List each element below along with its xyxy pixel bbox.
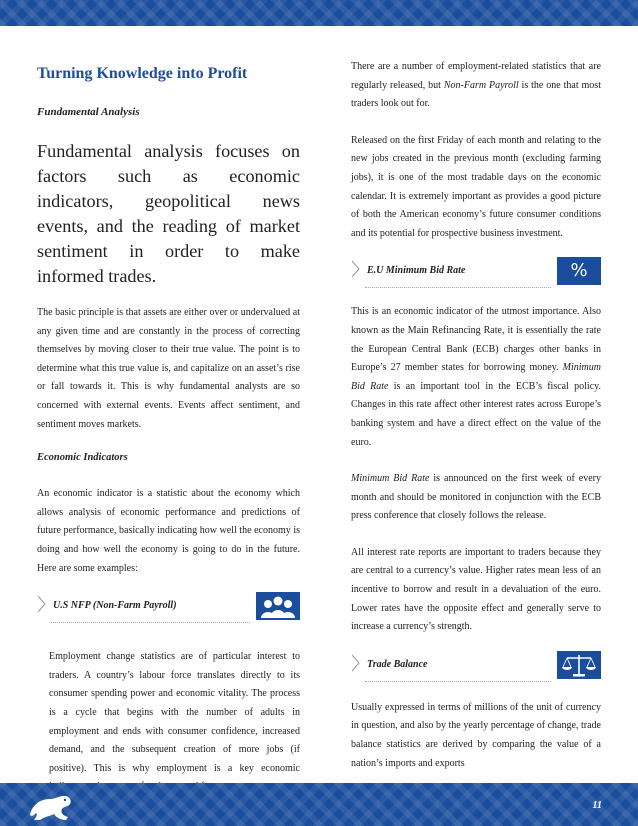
eu-label: E.U Minimum Bid Rate bbox=[367, 265, 466, 277]
economic-indicators-heading: Economic Indicators bbox=[37, 452, 128, 464]
page-number: 11 bbox=[592, 800, 602, 811]
body-paragraph: This is an economic indicator of the utmost importance. Also known as the Main Refinancing Rate, it is essentially the rate the European Central Bank (ECB) charges other banks in Europe’s 27 member states for borrowing money. Minimum Bid Rate is an important tool in the ECB’s fiscal policy. Changes in this rate affect other interest rates across Europe’s banking system and have a direct effect on the value of the euro. bbox=[351, 306, 601, 448]
trade-heading-row bbox=[351, 651, 601, 683]
body-paragraph: Usually expressed in terms of millions of the unit of currency in question, and also by the yearly percentage of change, trade balance statistics are derived by comparing the value of a nation’s imports and exports bbox=[351, 701, 601, 769]
footer-band bbox=[0, 783, 638, 826]
trade-label: Trade Balance bbox=[367, 658, 428, 670]
page-title: Turning Knowledge into Profit bbox=[37, 65, 248, 82]
body-paragraph: Released on the first Friday of each month and relating to the new jobs created in the previous month (excluding farming jobs), it is one of the most tradable days on the economic calendar. It is extremely important as provides a good picture of both the American economy’s future consumer conditions and its potential for prospective business investment. bbox=[351, 134, 601, 239]
chevron-right-icon bbox=[37, 595, 46, 613]
left-column bbox=[37, 58, 300, 797]
header-band bbox=[0, 0, 638, 26]
nfp-label: U.S NFP (Non-Farm Payroll) bbox=[53, 600, 177, 612]
eu-heading-row bbox=[351, 257, 601, 289]
body-paragraph: All interest rate reports are important to traders because they are central to a currency’s value. Higher rates mean less of an incentive to borrow and result in a devaluation of the euro. Lower rates have the opposite effect and generally serve to increase a currency’s strength. bbox=[351, 546, 601, 633]
body-paragraph: An economic indicator is a statistic about the economy which allows analysis of economic performance and predictions of future performance, basically indicating how well the economy is doing and how well the economy is going to do in the future. Here are some examples: bbox=[37, 488, 300, 574]
body-paragraph: Minimum Bid Rate is announced on the first week of every month and should be monitored in conjunction with the ECB press conference that closely follows the release. bbox=[351, 473, 601, 522]
chevron-right-icon bbox=[351, 260, 360, 278]
chevron-right-icon bbox=[351, 654, 360, 672]
scales-icon bbox=[557, 651, 601, 679]
nfp-paragraph: Employment change statistics are of particular interest to traders. A country’s labour force translates directly to its consumer spending power and economic vitality. The process is a cycle that begins with the number of adults in employment and ends with consumer confidence, increased demand, and the subsequent creation of more jobs (if positive). This is why employment is a key economic bbox=[49, 651, 300, 774]
nfp-heading-row bbox=[37, 592, 300, 624]
body-paragraph: There are a number of employment-related statistics that are regularly released, but Non-Farm Payroll is the one that most traders look out for. bbox=[351, 61, 601, 110]
right-column bbox=[351, 58, 601, 773]
lead-paragraph: Fundamental analysis focuses on factors such as economic indicators, geopolitical news events, and the reading of market sentiment in order to make informed trades. bbox=[37, 141, 300, 286]
lion-logo-icon bbox=[22, 789, 78, 823]
people-icon bbox=[256, 592, 300, 620]
section-subtitle: Fundamental Analysis bbox=[37, 106, 140, 118]
percent-icon: % bbox=[557, 257, 601, 285]
body-paragraph: The basic principle is that assets are either over or undervalued at any given time and are constantly in the process of correcting themselves by moving closer to their true value. The point is to determine what this true value is, and capitalize on an asset’s rise or fall towards it. This is why fundamental analysts are so concerned with external events. Events affect sentiment, and sentiment moves markets. bbox=[37, 307, 300, 430]
